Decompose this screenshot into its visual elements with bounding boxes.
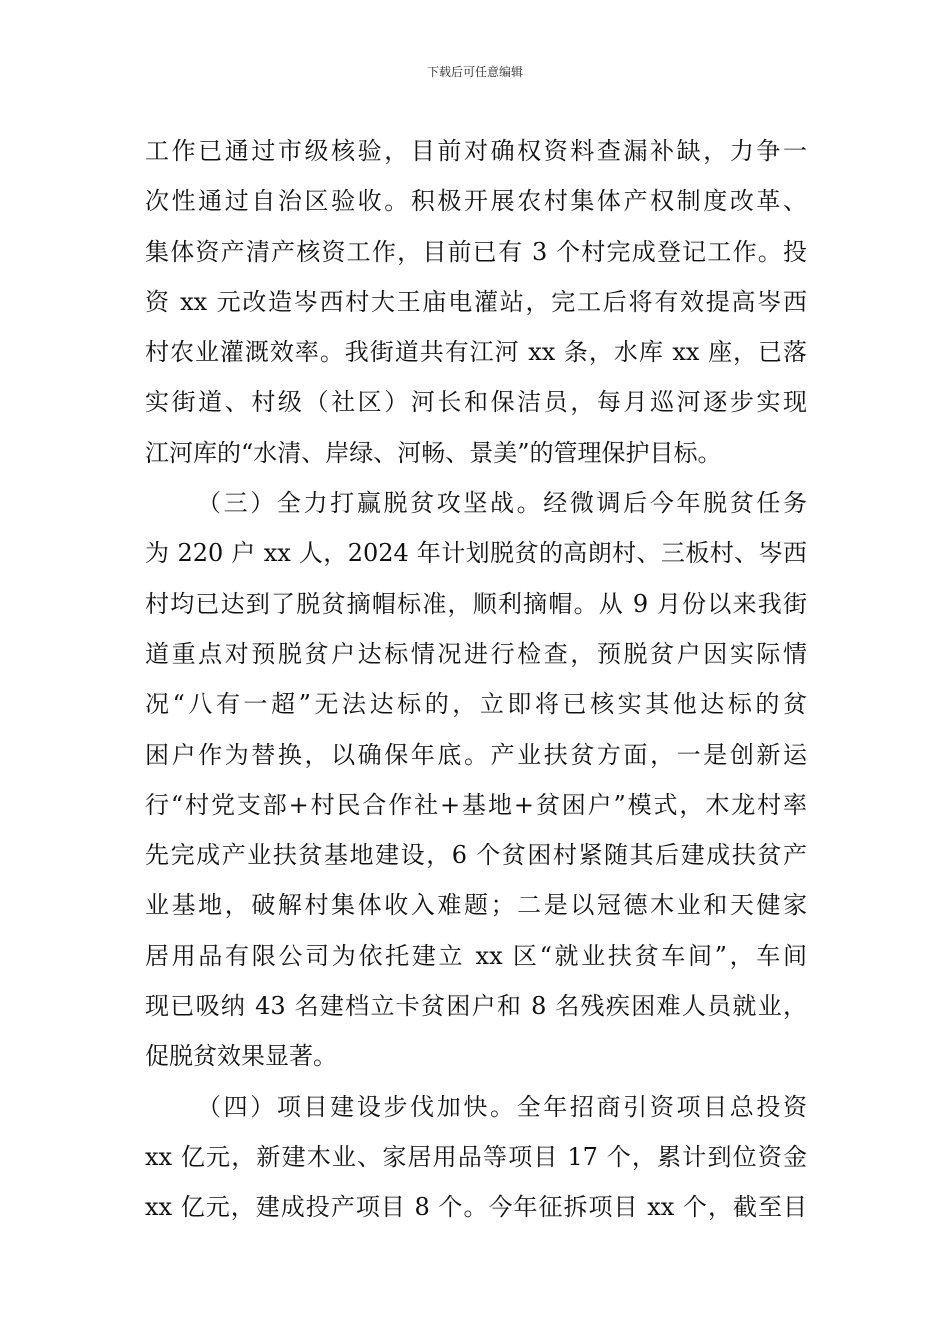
text-line: 促脱贫效果显著。 bbox=[145, 1042, 337, 1071]
text-line: 实街道、村级（社区）河长和保洁员，每月巡河逐步实现 bbox=[145, 388, 807, 417]
text-line: 村均已达到了脱贫摘帽标准，顺利摘帽。从 9 月份以来我街 bbox=[145, 589, 807, 618]
text-line: 资 xx 元改造岑西村大王庙电灌站，完工后将有效提高岑西 bbox=[145, 287, 807, 316]
text-line: （四）项目建设步伐加快。全年招商引资项目总投资 bbox=[197, 1092, 807, 1121]
paragraph bbox=[145, 478, 807, 1082]
text-line: 先完成产业扶贫基地建设，6 个贫困村紧随其后建成扶贫产 bbox=[145, 841, 807, 870]
text-line: 况“八有一超”无法达标的，立即将已核实其他达标的贫 bbox=[145, 690, 807, 719]
text-line: 道重点对预脱贫户达标情况进行检查，预脱贫户因实际情 bbox=[145, 639, 807, 668]
text-line: 工作已通过市级核验，目前对确权资料查漏补缺，力争一 bbox=[145, 137, 807, 165]
text-line: 困户作为替换，以确保年底。产业扶贫方面，一是创新运 bbox=[145, 740, 807, 769]
text-line: 集体资产清产核资工作，目前已有 3 个村完成登记工作。投 bbox=[145, 237, 807, 266]
text-line: xx 亿元，建成投产项目 8 个。今年征拆项目 xx 个，截至目 bbox=[145, 1193, 807, 1222]
text-line: 为 220 户 xx 人，2024 年计划脱贫的高朗村、三板村、岑西 bbox=[145, 539, 807, 568]
text-line: 行“村党支部+村民合作社+基地+贫困户”模式，木龙村率 bbox=[145, 790, 807, 819]
text-line: 江河库的“水清、岸绿、河畅、景美”的管理保护目标。 bbox=[145, 438, 722, 467]
text-line: 村农业灌溉效率。我街道共有江河 xx 条，水库 xx 座，已落 bbox=[145, 338, 807, 367]
paragraph bbox=[145, 1082, 807, 1233]
text-line: （三）全力打赢脱贫攻坚战。经微调后今年脱贫任务 bbox=[197, 489, 807, 518]
text-line: 现已吸纳 43 名建档立卡贫困户和 8 名残疾困难人员就业， bbox=[145, 992, 807, 1021]
text-line: 次性通过自治区验收。积极开展农村集体产权制度改革、 bbox=[145, 187, 807, 216]
text-line: xx 亿元，新建木业、家居用品等项目 17 个，累计到位资金 bbox=[145, 1142, 807, 1171]
paragraph bbox=[145, 126, 807, 478]
text-line: 业基地，破解村集体收入难题；二是以冠德木业和天健家 bbox=[145, 891, 807, 920]
text-line: 居用品有限公司为依托建立 xx 区“就业扶贫车间”，车间 bbox=[145, 941, 807, 970]
page-header: 下载后可任意编辑 bbox=[426, 65, 523, 79]
document-body bbox=[145, 126, 807, 1233]
